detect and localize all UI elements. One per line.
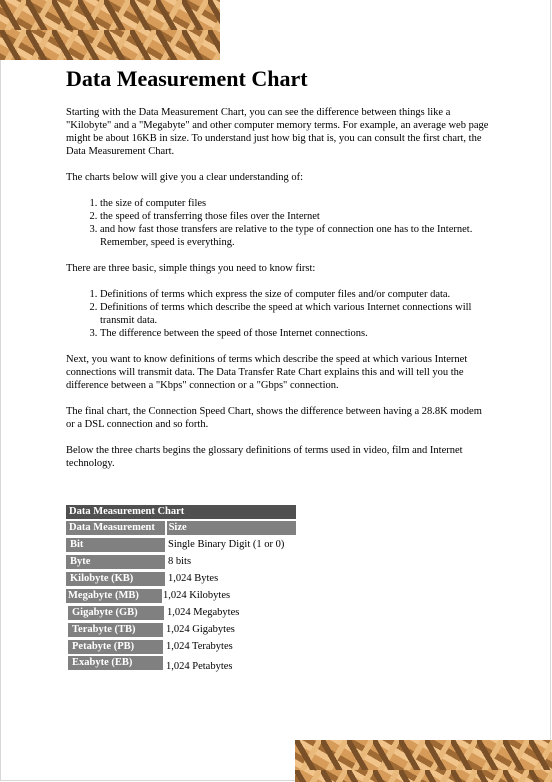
data-measurement-table: [66, 505, 296, 674]
intro-paragraph: Starting with the Data Measurement Chart, you can see the difference between things like a "Kilobyte" and a "Megabyte" and other computer memory terms. For example, an average web page might be about 16KB in size. To understand just how big that is, you can consult the first chart, the Data Measurement Chart.: [66, 107, 489, 157]
table-cell-term: Bit: [66, 538, 165, 552]
table-row: [66, 554, 296, 570]
table-header-size: Size: [167, 521, 296, 535]
table-row: [66, 571, 296, 587]
table-cell-term: Petabyte (PB): [68, 640, 163, 654]
decorative-pattern-top: [0, 0, 220, 60]
table-cell-term: Kilobyte (KB): [66, 572, 165, 586]
list-item: 2. Definitions of terms which describe the speed at which various Internet connections will transmit data.: [100, 301, 490, 327]
table-cell-size: Single Binary Digit (1 or 0): [168, 539, 285, 550]
table-cell-size: 1,024 Kilobytes: [163, 590, 231, 601]
table-cell-size: 1,024 Terabytes: [166, 641, 233, 652]
table-cell-size: 1,024 Petabytes: [166, 661, 233, 672]
glossary-paragraph: Below the three charts begins the glossary definitions of terms used in video, film and Internet technology.: [66, 445, 463, 469]
table-cell-size: 1,024 Bytes: [168, 573, 219, 584]
table-cell-size: 1,024 Gigabytes: [166, 624, 235, 635]
article-content: [66, 66, 490, 483]
decorative-pattern-bottom: [295, 740, 552, 782]
table-row: [66, 656, 296, 674]
table-cell-term: Gigabyte (GB): [68, 606, 164, 620]
list-item: 3. The difference between the speed of those Internet connections.: [100, 327, 490, 340]
table-cell-term: Megabyte (MB): [66, 589, 162, 603]
table-header-measurement: Data Measurement: [66, 521, 165, 535]
table-title: Data Measurement Chart: [66, 505, 296, 519]
table-row: [66, 622, 296, 638]
list-item: 1. Definitions of terms which express the size of computer files and/or computer data.: [100, 288, 490, 301]
table-cell-term: Byte: [66, 555, 165, 569]
table-row: [66, 588, 296, 604]
list-item: 2. the speed of transferring those files over the Internet: [100, 210, 490, 223]
three-things-list: [66, 288, 490, 340]
page-title: Data Measurement Chart: [66, 66, 308, 91]
table-header-row: [66, 520, 296, 536]
table-cell-term: Exabyte (EB): [68, 656, 163, 670]
list-item: 3. and how fast those transfers are relative to the type of connection one has to the Internet. Remember, speed is everything.: [100, 223, 490, 249]
three-things-paragraph: There are three basic, simple things you need to know first:: [66, 263, 316, 274]
table-row: [66, 639, 296, 655]
next-paragraph: Next, you want to know definitions of terms which describe the speed at which various Internet connections will transmit data. The Data Transfer Rate Chart explains this and will tell you the difference between a "Kbps" connection or a "Gbps" connection.: [66, 354, 468, 391]
table-row: [66, 537, 296, 553]
charts-intro-paragraph: The charts below will give you a clear understanding of:: [66, 172, 304, 183]
list-item: 1. the size of computer files: [100, 197, 490, 210]
table-cell-term: Terabyte (TB): [68, 623, 163, 637]
table-cell-size: 1,024 Megabytes: [167, 607, 240, 618]
final-paragraph: The final chart, the Connection Speed Chart, shows the difference between having a 28.8K modem or a DSL connection and so forth.: [66, 406, 482, 430]
charts-topics-list: [66, 197, 490, 249]
table-row: [66, 605, 296, 621]
table-cell-size: 8 bits: [168, 556, 192, 567]
